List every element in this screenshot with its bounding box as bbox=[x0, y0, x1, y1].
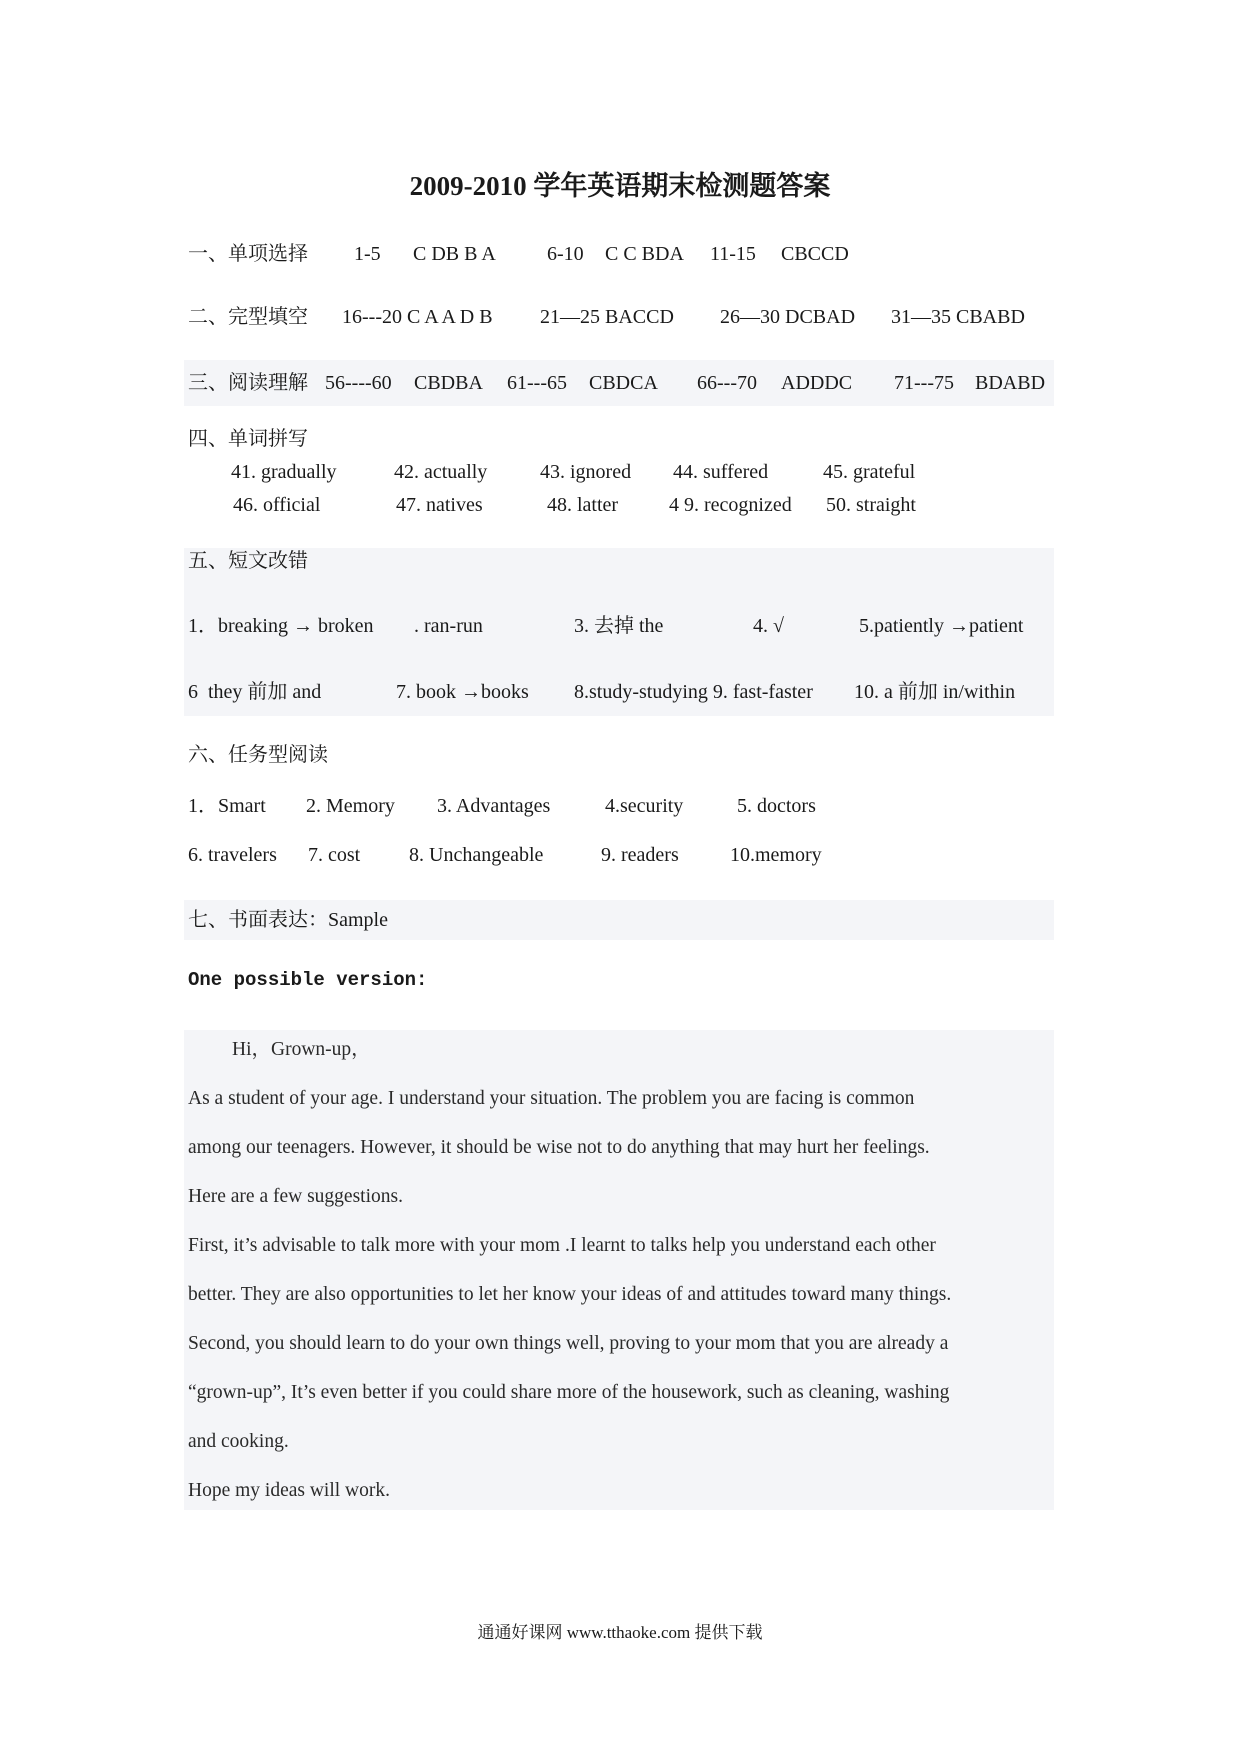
s3-group-3: 66---70 bbox=[697, 372, 757, 394]
s4-item: 43. ignored bbox=[540, 461, 632, 483]
s3-group-2: 61---65 bbox=[507, 372, 567, 394]
s6-item: 9. readers bbox=[601, 844, 679, 866]
s4-item: 50. straight bbox=[826, 494, 916, 516]
essay-line: First, it’s advisable to talk more with your mom .I learnt to talks help you understand each other bbox=[188, 1235, 936, 1256]
s4-item: 4 9. recognized bbox=[669, 494, 792, 516]
s1-group-3: 11-15 bbox=[710, 243, 756, 265]
s1-group-1: 1-5 bbox=[354, 243, 381, 265]
version-label: One possible version: bbox=[188, 969, 428, 991]
s5-item: 5.patiently →patient bbox=[859, 615, 1024, 637]
essay-line: Here are a few suggestions. bbox=[188, 1186, 403, 1207]
s4-item: 42. actually bbox=[394, 461, 488, 483]
section-1-label: 一、单项选择 bbox=[188, 243, 308, 265]
s3-answers-2: CBDCA bbox=[589, 372, 658, 394]
s5-item: 1．breaking → broken bbox=[188, 615, 374, 637]
essay-line: among our teenagers. However, it should be wise not to do anything that may hurt her feelings. bbox=[188, 1137, 930, 1158]
s1-answers-1: C DB B A bbox=[413, 243, 496, 265]
s6-item: 2. Memory bbox=[306, 795, 395, 817]
s1-group-2: 6-10 bbox=[547, 243, 584, 265]
s4-item: 47. natives bbox=[396, 494, 483, 516]
page-title: 2009-2010 学年英语期末检测题答案 bbox=[409, 171, 831, 201]
section-3-label: 三、阅读理解 bbox=[188, 372, 308, 394]
s6-item: 10.memory bbox=[730, 844, 822, 866]
s5-item: 10. a 前加 in/within bbox=[854, 681, 1016, 703]
s3-group-1: 56----60 bbox=[325, 372, 392, 394]
footer: 通通好课网 www.tthaoke.com 提供下载 bbox=[477, 1623, 763, 1642]
s3-answers-1: CBDBA bbox=[414, 372, 483, 394]
s3-group-4: 71---75 bbox=[894, 372, 954, 394]
essay-line: Hi，Grown-up， bbox=[232, 1039, 371, 1060]
s2-group-4: 31—35 CBABD bbox=[891, 306, 1025, 328]
essay-line: As a student of your age. I understand your situation. The problem you are facing is common bbox=[188, 1088, 915, 1109]
s3-answers-4: BDABD bbox=[975, 372, 1046, 394]
s4-item: 46. official bbox=[233, 494, 321, 516]
section-5-label: 五、短文改错 bbox=[188, 550, 308, 572]
s5-item: 3. 去掉 the bbox=[574, 615, 664, 637]
s6-item: 4.security bbox=[605, 795, 684, 817]
essay-line: and cooking. bbox=[188, 1431, 289, 1452]
essay-line: Second, you should learn to do your own things well, proving to your mom that you are already a bbox=[188, 1333, 949, 1354]
s5-item: 6 they 前加 and bbox=[188, 681, 322, 703]
s5-item: 7. book →books bbox=[396, 681, 529, 703]
essay-line: “grown-up”, It’s even better if you could share more of the housework, such as cleaning, washing bbox=[188, 1382, 950, 1403]
section-4-label: 四、单词拼写 bbox=[188, 428, 308, 450]
s4-item: 44. suffered bbox=[673, 461, 769, 483]
section-2-label: 二、完型填空 bbox=[188, 306, 308, 328]
essay-line: better. They are also opportunities to let her know your ideas of and attitudes toward many things. bbox=[188, 1284, 952, 1305]
s3-answers-3: ADDDC bbox=[781, 372, 853, 394]
s2-group-1: 16---20 C A A D B bbox=[342, 306, 493, 328]
s5-item: 4. √ bbox=[753, 615, 784, 637]
essay-line: Hope my ideas will work. bbox=[188, 1480, 391, 1501]
s6-item: 5. doctors bbox=[737, 795, 816, 817]
section-7-label: 七、书面表达：Sample bbox=[188, 909, 388, 931]
s1-answers-2: C C BDA bbox=[605, 243, 684, 265]
s6-item: 7. cost bbox=[308, 844, 361, 866]
section-6-label: 六、任务型阅读 bbox=[188, 744, 328, 766]
s6-item: 1．Smart bbox=[188, 795, 266, 817]
s4-item: 48. latter bbox=[547, 494, 619, 516]
s1-answers-3: CBCCD bbox=[781, 243, 849, 265]
s6-item: 3. Advantages bbox=[437, 795, 551, 817]
s5-item: 8.study-studying 9. fast-faster bbox=[574, 681, 813, 703]
s4-item: 45. grateful bbox=[823, 461, 916, 483]
s5-item: . ran-run bbox=[414, 615, 483, 637]
s6-item: 8. Unchangeable bbox=[409, 844, 544, 866]
s4-item: 41. gradually bbox=[231, 461, 337, 483]
s6-item: 6. travelers bbox=[188, 844, 277, 866]
s2-group-2: 21—25 BACCD bbox=[540, 306, 674, 328]
s2-group-3: 26—30 DCBAD bbox=[720, 306, 856, 328]
